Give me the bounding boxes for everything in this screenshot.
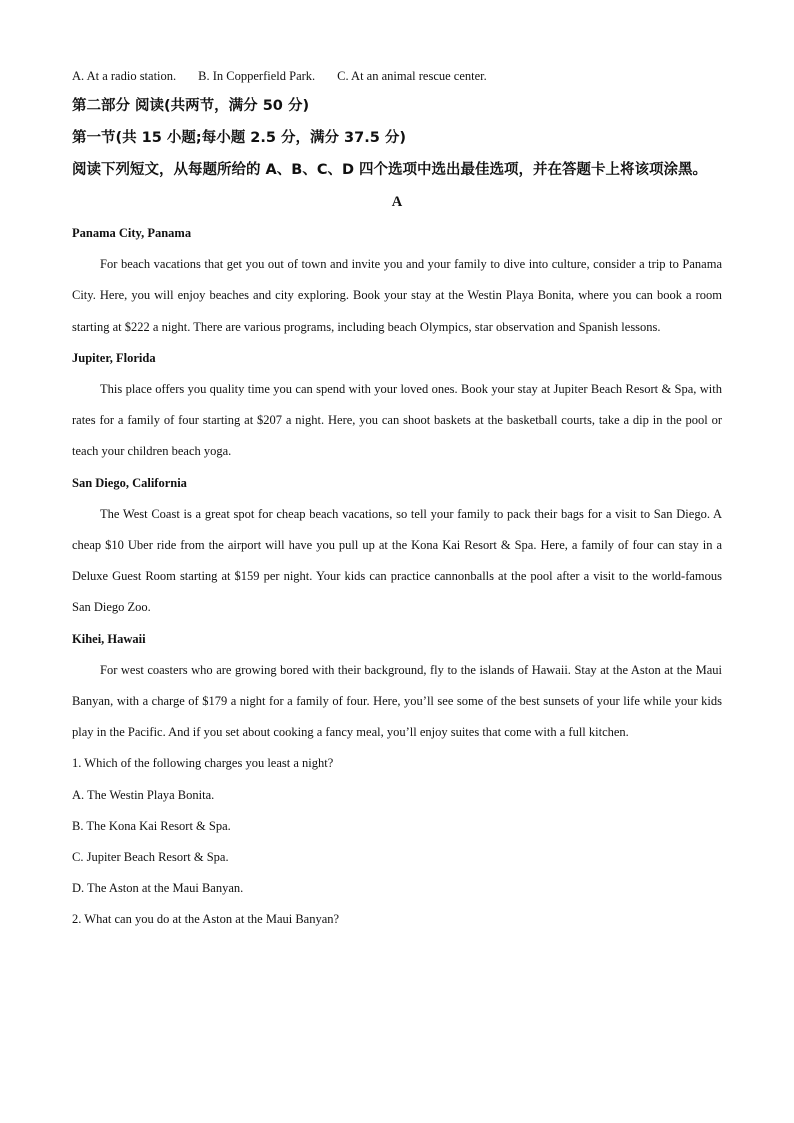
q1-option-a: A. The Westin Playa Bonita. (72, 787, 215, 802)
section-title: 第一节(共 15 小题;每小题 2.5 分，满分 37.5 分) (72, 130, 406, 146)
instruction: 阅读下列短文，从每题所给的 A、B、C、D 四个选项中选出最佳选项，并在答题卡上将该项涂黑。 (72, 162, 708, 178)
passage-section-3 (72, 468, 722, 624)
passage-section-4 (72, 624, 722, 749)
section-paragraph: For beach vacations that get you out of town and invite you and your family to dive into culture, consider a trip to Panama City. Here, you will enjoy beaches and city exploring. Book your stay at the Westin Playa Bonita, where you can book a room starting at $222 a night. There are various programs, including beach Olympics, star observation and Spanish lessons. (72, 257, 722, 334)
q1-option-d: D. The Aston at the Maui Banyan. (72, 881, 244, 896)
section-heading: Kihei, Hawaii (72, 631, 146, 646)
question-2: 2. What can you do at the Aston at the Maui Banyan? (72, 912, 340, 927)
q1-option-c: C. Jupiter Beach Resort & Spa. (72, 850, 229, 865)
previous-question-options (72, 62, 722, 90)
passage-section-1 (72, 218, 722, 343)
option-b: B. In Copperfield Park. (198, 69, 316, 83)
part-title: 第二部分 阅读(共两节，满分 50 分) (72, 98, 310, 114)
section-paragraph: The West Coast is a great spot for cheap beach vacations, so tell your family to pack their bags for a visit to San Diego. A cheap $10 Uber ride from the airport will have you pull up at the Kona Kai Resort & Spa. Here, a family of four can stay in a Deluxe Guest Room starting at $159 per night. Your kids can practice cannonballs at the pool after a visit to the world-famous San Diego Zoo. (72, 506, 722, 615)
section-heading: Jupiter, Florida (72, 350, 156, 365)
section-paragraph: For west coasters who are growing bored with their background, fly to the islands of Hawaii. Stay at the Aston at the Maui Banyan, with a charge of $179 a night for a family of four. Here, you’ll see some of the best sunsets of your life while your kids play in the Pacific. And if you set about cooking a fancy meal, you’ll enjoy suites that come with a full kitchen. (72, 662, 722, 740)
passage-label: A (391, 194, 403, 210)
option-a: A. At a radio station. (72, 69, 177, 83)
section-heading: Panama City, Panama (72, 226, 192, 240)
section-paragraph: This place offers you quality time you can spend with your loved ones. Book your stay at Jupiter Beach Resort & Spa, with rates for a family of four starting at $207 a night. Here, you can shoot baskets at the basketball courts, take a dip in the pool or teach your children beach yoga. (72, 382, 722, 459)
exam-page (72, 62, 722, 936)
option-c: C. At an animal rescue center. (337, 69, 487, 83)
section-heading: San Diego, California (72, 475, 187, 490)
q1-option-b: B. The Kona Kai Resort & Spa. (72, 818, 231, 833)
question-1: 1. Which of the following charges you least a night? (72, 756, 334, 771)
passage-section-2 (72, 343, 722, 468)
